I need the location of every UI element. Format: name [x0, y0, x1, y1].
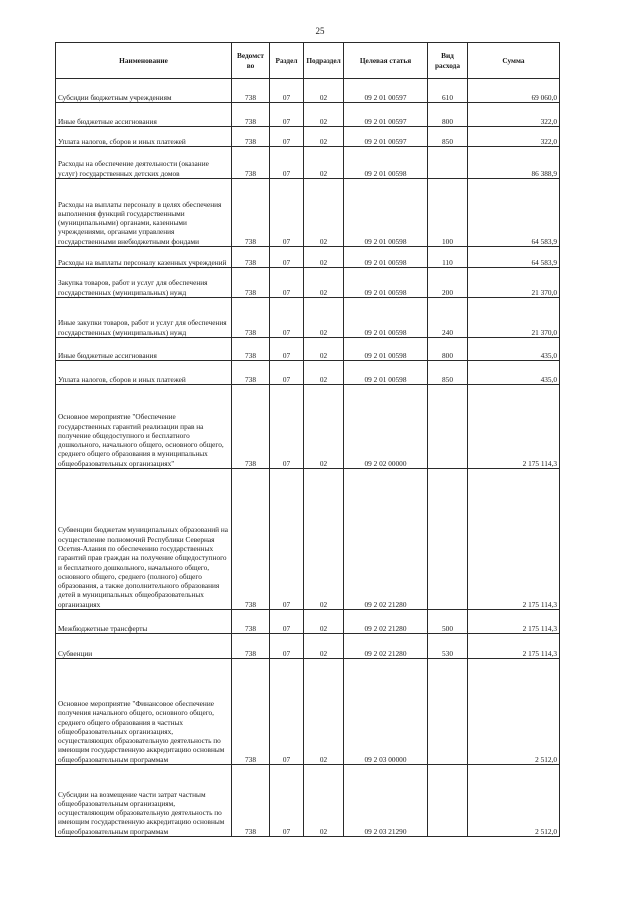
row-summa: 64 583,9 [468, 179, 560, 247]
row-name: Субвенции [56, 634, 232, 659]
row-razdel: 07 [270, 298, 304, 338]
row-name: Иные бюджетные ассигнования [56, 103, 232, 127]
row-podrazdel: 02 [304, 634, 344, 659]
row-statya: 09 2 01 00597 [344, 79, 428, 103]
table-row [56, 298, 560, 338]
row-summa: 21 370,0 [468, 268, 560, 298]
row-vedomstvo: 738 [232, 247, 270, 268]
budget-table [55, 42, 560, 837]
table-row [56, 765, 560, 837]
row-vedomstvo: 738 [232, 298, 270, 338]
row-podrazdel: 02 [304, 268, 344, 298]
row-podrazdel: 02 [304, 659, 344, 765]
row-vedomstvo: 738 [232, 103, 270, 127]
row-razdel: 07 [270, 469, 304, 610]
row-razdel: 07 [270, 103, 304, 127]
row-vid: 800 [428, 103, 468, 127]
header-podrazdel: Подраздел [304, 43, 344, 79]
row-podrazdel: 02 [304, 298, 344, 338]
row-razdel: 07 [270, 268, 304, 298]
row-name: Расходы на обеспечение деятельности (оказание услуг) государственных детских домов [56, 147, 232, 179]
row-vedomstvo: 738 [232, 338, 270, 361]
row-podrazdel: 02 [304, 765, 344, 837]
row-razdel: 07 [270, 610, 304, 634]
row-summa: 435,0 [468, 361, 560, 385]
row-statya: 09 2 03 21290 [344, 765, 428, 837]
row-podrazdel: 02 [304, 469, 344, 610]
row-razdel: 07 [270, 634, 304, 659]
row-name: Субсидии на возмещение части затрат частным общеобразовательным организациям, осуществляющим образовательную деятельность по имеющим государственную аккредитацию основным общеобразовательным программам [56, 765, 232, 837]
row-summa: 2 175 114,3 [468, 634, 560, 659]
row-vedomstvo: 738 [232, 659, 270, 765]
row-vid: 530 [428, 634, 468, 659]
table-row [56, 361, 560, 385]
row-summa: 21 370,0 [468, 298, 560, 338]
row-name: Расходы на выплаты персоналу казенных учреждений [56, 247, 232, 268]
row-vid [428, 147, 468, 179]
row-podrazdel: 02 [304, 79, 344, 103]
table-row [56, 385, 560, 469]
row-razdel: 07 [270, 338, 304, 361]
row-summa: 86 388,9 [468, 147, 560, 179]
row-statya: 09 2 01 00598 [344, 247, 428, 268]
row-statya: 09 2 02 21280 [344, 610, 428, 634]
row-vedomstvo: 738 [232, 634, 270, 659]
row-name: Субвенции бюджетам муниципальных образований на осуществление полномочий Республики Северная Осетия-Алания по обеспечению государственных гарантий прав граждан на получение общедоступного и бесплатного дошкольного, начального общего, основного общего, среднего (полного) общего образования, а также дополнительного образования детей в муниципальных общеобразовательных организациях [56, 469, 232, 610]
row-razdel: 07 [270, 659, 304, 765]
table-row [56, 127, 560, 147]
row-statya: 09 2 01 00598 [344, 298, 428, 338]
row-razdel: 07 [270, 247, 304, 268]
header-row [56, 43, 560, 79]
row-summa: 64 583,9 [468, 247, 560, 268]
table-row [56, 103, 560, 127]
row-podrazdel: 02 [304, 179, 344, 247]
header-vid: Вид расхода [428, 43, 468, 79]
row-name: Межбюджетные трансферты [56, 610, 232, 634]
header-razdel: Раздел [270, 43, 304, 79]
row-name: Расходы на выплаты персоналу в целях обеспечения выполнения функций государственными (муниципальными) органами, казенными учреждениями, органами управления государственными внебюджетными фондами [56, 179, 232, 247]
row-summa: 2 175 114,3 [468, 469, 560, 610]
row-vedomstvo: 738 [232, 469, 270, 610]
row-podrazdel: 02 [304, 610, 344, 634]
row-name: Основное мероприятие "Обеспечение государственных гарантий реализации прав на получение общедоступного и бесплатного дошкольного, начального общего, основного общего, среднего общего образования в муниципальных общеобразовательных организациях" [56, 385, 232, 469]
row-razdel: 07 [270, 765, 304, 837]
row-summa: 69 060,0 [468, 79, 560, 103]
row-razdel: 07 [270, 179, 304, 247]
row-summa: 2 512,0 [468, 659, 560, 765]
header-vedomstvo: Ведомст во [232, 43, 270, 79]
row-summa: 2 175 114,3 [468, 610, 560, 634]
row-vid [428, 659, 468, 765]
row-statya: 09 2 01 00597 [344, 127, 428, 147]
header-statya: Целевая статья [344, 43, 428, 79]
row-vid: 200 [428, 268, 468, 298]
row-statya: 09 2 01 00597 [344, 103, 428, 127]
table-row [56, 79, 560, 103]
row-statya: 09 2 02 00000 [344, 385, 428, 469]
row-vid: 850 [428, 361, 468, 385]
row-podrazdel: 02 [304, 361, 344, 385]
table-row [56, 147, 560, 179]
table-row [56, 634, 560, 659]
table-row [56, 610, 560, 634]
row-vedomstvo: 738 [232, 385, 270, 469]
row-statya: 09 2 01 00598 [344, 268, 428, 298]
row-summa: 2 512,0 [468, 765, 560, 837]
table-row [56, 268, 560, 298]
row-vid: 240 [428, 298, 468, 338]
row-vid: 850 [428, 127, 468, 147]
header-name: Наименование [56, 43, 232, 79]
row-name: Уплата налогов, сборов и иных платежей [56, 361, 232, 385]
row-razdel: 07 [270, 79, 304, 103]
row-vid [428, 385, 468, 469]
table-row [56, 247, 560, 268]
table-row [56, 179, 560, 247]
row-vedomstvo: 738 [232, 361, 270, 385]
row-podrazdel: 02 [304, 147, 344, 179]
row-vid [428, 469, 468, 610]
row-name: Иные бюджетные ассигнования [56, 338, 232, 361]
row-statya: 09 2 03 00000 [344, 659, 428, 765]
table-row [56, 659, 560, 765]
row-summa: 435,0 [468, 338, 560, 361]
table-row [56, 338, 560, 361]
row-statya: 09 2 01 00598 [344, 338, 428, 361]
row-vid: 100 [428, 179, 468, 247]
row-name: Субсидии бюджетным учреждениям [56, 79, 232, 103]
row-vid: 110 [428, 247, 468, 268]
row-statya: 09 2 02 21280 [344, 469, 428, 610]
row-razdel: 07 [270, 127, 304, 147]
table-row [56, 469, 560, 610]
row-name: Уплата налогов, сборов и иных платежей [56, 127, 232, 147]
row-name: Иные закупки товаров, работ и услуг для обеспечения государственных (муниципальных) нужд [56, 298, 232, 338]
row-razdel: 07 [270, 147, 304, 179]
row-podrazdel: 02 [304, 247, 344, 268]
row-vid: 500 [428, 610, 468, 634]
row-vid: 800 [428, 338, 468, 361]
row-podrazdel: 02 [304, 385, 344, 469]
row-vedomstvo: 738 [232, 610, 270, 634]
row-vedomstvo: 738 [232, 765, 270, 837]
row-name: Основное мероприятие "Финансовое обеспечение получения начального общего, основного общего, среднего общего образования в частных общеобразовательных организациях, осуществляющих образовательную деятельность по имеющим государственную аккредитацию основным общеобразовательным программам [56, 659, 232, 765]
row-summa: 322,0 [468, 127, 560, 147]
page-number: 25 [315, 26, 325, 36]
row-vid [428, 765, 468, 837]
row-podrazdel: 02 [304, 103, 344, 127]
row-vedomstvo: 738 [232, 268, 270, 298]
row-statya: 09 2 01 00598 [344, 147, 428, 179]
row-vedomstvo: 738 [232, 127, 270, 147]
row-podrazdel: 02 [304, 338, 344, 361]
row-statya: 09 2 01 00598 [344, 361, 428, 385]
row-summa: 2 175 114,3 [468, 385, 560, 469]
row-statya: 09 2 01 00598 [344, 179, 428, 247]
row-name: Закупка товаров, работ и услуг для обеспечения государственных (муниципальных) нужд [56, 268, 232, 298]
header-summa: Сумма [468, 43, 560, 79]
row-vedomstvo: 738 [232, 147, 270, 179]
row-razdel: 07 [270, 385, 304, 469]
row-statya: 09 2 02 21280 [344, 634, 428, 659]
row-vid: 610 [428, 79, 468, 103]
row-vedomstvo: 738 [232, 79, 270, 103]
row-razdel: 07 [270, 361, 304, 385]
row-summa: 322,0 [468, 103, 560, 127]
row-vedomstvo: 738 [232, 179, 270, 247]
row-podrazdel: 02 [304, 127, 344, 147]
